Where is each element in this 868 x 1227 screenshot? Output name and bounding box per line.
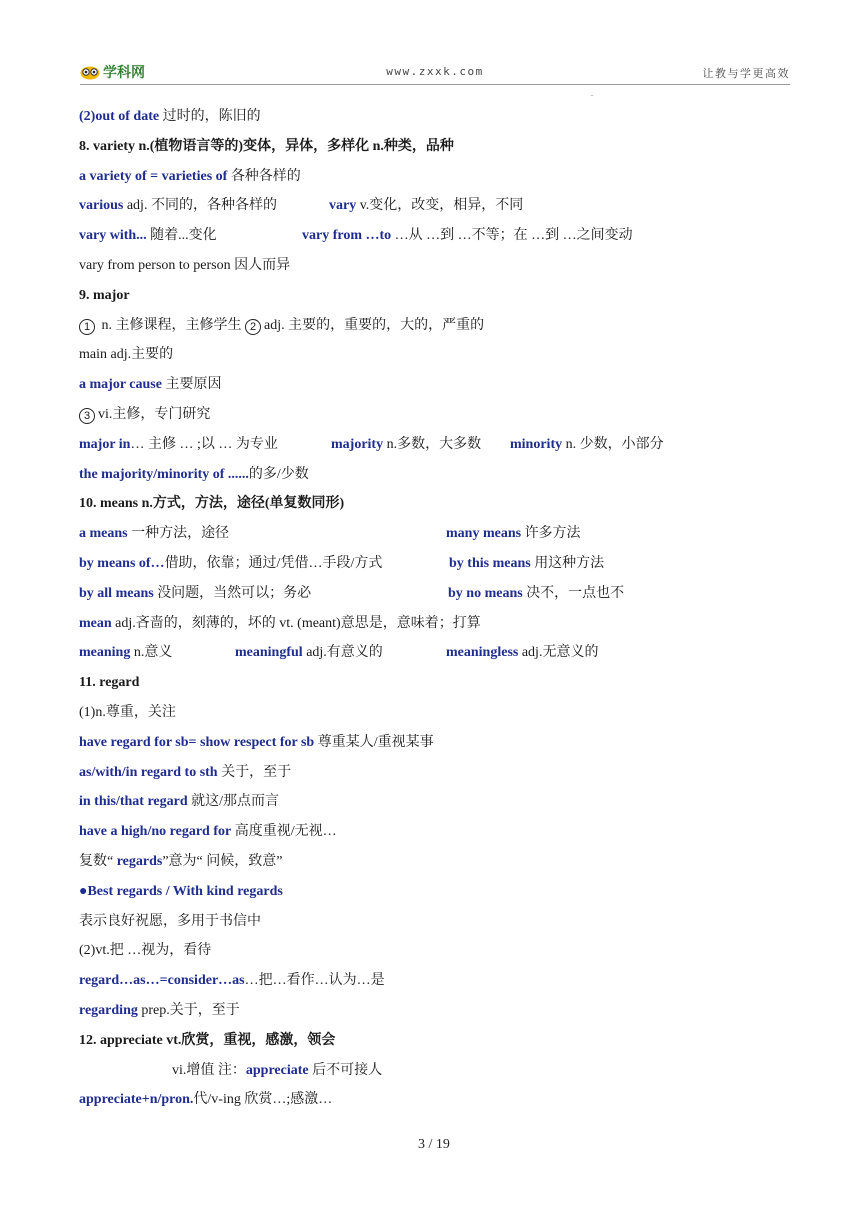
meaning: n. 主修课程，主修学生 xyxy=(98,317,245,333)
phrase: in this/that regard xyxy=(79,794,188,810)
phrase: regarding xyxy=(79,1002,138,1018)
meaning: 后不可接人 xyxy=(308,1062,383,1078)
text-line xyxy=(79,221,799,251)
text-line xyxy=(79,907,799,937)
meaning: vi.主修，专门研究 xyxy=(98,406,211,422)
meaning: 借助，依靠；通过/凭借…手段/方式 xyxy=(164,555,383,571)
section-heading xyxy=(79,1026,799,1056)
phrase: appreciate xyxy=(245,1062,309,1078)
text-line xyxy=(79,460,799,490)
section-heading xyxy=(79,132,799,162)
meaning: 许多方法 xyxy=(521,526,581,542)
text-line xyxy=(79,877,799,907)
meaning: 尊重某人/重视某事 xyxy=(314,734,434,750)
meaning: n.意义 xyxy=(130,645,173,661)
plain-text: main adj.主要的 xyxy=(79,347,174,363)
text-line xyxy=(79,787,799,817)
phrase: by no means xyxy=(448,585,523,601)
phrase: majority xyxy=(331,436,384,452)
meaning: 没问题，当然可以；务必 xyxy=(153,585,312,601)
meaning: n.多数，大多数 xyxy=(383,436,482,452)
circled-number: 2 xyxy=(245,319,261,335)
stray-dot: . xyxy=(591,89,593,98)
heading-text: 10. means n.方式，方法，途径(单复数同形) xyxy=(79,496,345,512)
phrase: minority xyxy=(510,436,563,452)
meaning: ”意为“ 问候，致意” xyxy=(162,853,283,869)
phrase: many means xyxy=(446,526,522,542)
text-line xyxy=(79,817,799,847)
phrase: vary xyxy=(329,198,357,214)
logo-text: 学科网 xyxy=(103,65,145,81)
meaning: adj.有意义的 xyxy=(302,645,383,661)
phrase: the majority/minority of ...... xyxy=(79,466,249,482)
heading-text: 11. regard xyxy=(79,675,140,691)
circled-number: 1 xyxy=(79,319,95,335)
meaning: prep.关于，至于 xyxy=(137,1002,240,1018)
section-heading xyxy=(79,489,799,519)
text-line xyxy=(79,847,799,877)
meaning: 用这种方法 xyxy=(530,555,605,571)
text-line xyxy=(79,698,799,728)
meaning: 就这/那点而言 xyxy=(187,794,280,810)
header-slogan: 让教与学更高效 xyxy=(702,67,790,80)
meaning: adj. 不同的，各种各样的 xyxy=(123,198,277,214)
phrase: regards xyxy=(116,853,163,869)
meaning: 随着...变化 xyxy=(146,228,217,244)
phrase: appreciate+n/pron. xyxy=(79,1092,194,1108)
phrase: as/with/in regard to sth xyxy=(79,764,218,780)
plain-text: (2)vt.把 …视为，看待 xyxy=(79,943,212,959)
meaning: … 主修 … ;以 … 为专业 xyxy=(130,436,278,452)
phrase: by this means xyxy=(449,555,531,571)
phrase: meaning xyxy=(79,645,131,661)
meaning: …从 …到 …不等；在 …到 …之间变动 xyxy=(391,228,633,244)
meaning: adj.吝啬的，刻薄的，坏的 vt. (meant)意思是，意味着；打算 xyxy=(111,615,481,631)
meaning: 过时的，陈旧的 xyxy=(159,109,261,124)
text-line xyxy=(79,370,799,400)
meaning: n. 少数，小部分 xyxy=(562,436,664,452)
section-heading xyxy=(79,281,799,311)
phrase: by all means xyxy=(79,585,154,601)
heading-text: 8. variety n.(植物语言等的)变体，异体，多样化 n.种类，品种 xyxy=(79,138,454,154)
phrase: a major cause xyxy=(79,377,162,393)
meaning: adj. 主要的，重要的，大的，严重的 xyxy=(264,317,485,333)
text-line xyxy=(79,549,799,579)
text-line xyxy=(79,996,799,1026)
phrase: meaningful xyxy=(235,645,303,661)
text-line xyxy=(79,102,799,132)
meaning: 决不，一点也不 xyxy=(522,585,625,601)
phrase: ●Best regards / With kind regards xyxy=(79,883,283,899)
plain-text: 表示良好祝愿，多用于书信中 xyxy=(79,913,261,929)
meaning: 主要原因 xyxy=(161,377,222,393)
phrase: mean xyxy=(79,615,112,631)
phrase: regard…as…=consider…as xyxy=(79,973,245,989)
plain-text: (1)n.尊重，关注 xyxy=(79,704,176,720)
phrase: various xyxy=(79,198,124,214)
heading-text: 9. major xyxy=(79,287,130,303)
meaning: …把…看作…认为…是 xyxy=(244,973,385,989)
meaning: adj.无意义的 xyxy=(518,645,599,661)
phrase: major in xyxy=(79,436,131,452)
meaning: 一种方法，途径 xyxy=(127,526,230,542)
meaning: 关于，至于 xyxy=(217,764,292,780)
meaning: v.变化，改变，相异，不同 xyxy=(356,198,524,214)
text-line xyxy=(79,966,799,996)
meaning: 代/v-ing 欣赏…;感激… xyxy=(193,1092,333,1108)
phrase: meaningless xyxy=(446,645,519,661)
phrase: vary from …to xyxy=(302,228,392,244)
meaning: 各种各样的 xyxy=(227,168,301,184)
phrase: have regard for sb= show respect for sb xyxy=(79,734,315,750)
text-line xyxy=(79,191,799,221)
text-line xyxy=(79,936,799,966)
text-line xyxy=(79,430,799,460)
text-line xyxy=(79,1056,799,1086)
text-line xyxy=(79,311,799,341)
plain-text: 复数“ xyxy=(79,853,117,869)
page-header xyxy=(80,62,790,85)
text-line xyxy=(79,728,799,758)
plain-text: vary from person to person 因人而异 xyxy=(79,257,291,273)
text-line xyxy=(79,400,799,430)
phrase: have a high/no regard for xyxy=(79,824,232,840)
phrase: a variety of = varieties of xyxy=(79,168,228,184)
text-line xyxy=(79,519,799,549)
text-line xyxy=(79,609,799,639)
phrase: a means xyxy=(79,526,128,542)
text-line xyxy=(79,638,799,668)
meaning: 的多/少数 xyxy=(248,466,309,482)
text-line xyxy=(79,758,799,788)
meaning: 高度重视/无视… xyxy=(231,824,337,840)
page-body xyxy=(79,102,799,1115)
text-line xyxy=(79,251,799,281)
phrase: (2)out of date xyxy=(79,109,160,124)
text-line xyxy=(79,1085,799,1115)
page-number: 3 / 19 xyxy=(418,1137,450,1152)
heading-text: 12. appreciate vt.欣赏，重视，感激，领会 xyxy=(79,1032,336,1048)
phrase: vary with... xyxy=(79,228,147,244)
meaning: vi.增值 注： xyxy=(172,1062,246,1078)
section-heading xyxy=(79,668,799,698)
text-line xyxy=(79,340,799,370)
site-url[interactable]: www.zxxk.com xyxy=(386,65,484,78)
circled-number: 3 xyxy=(79,408,95,424)
phrase: by means of… xyxy=(79,555,165,571)
text-line xyxy=(79,162,799,192)
text-line xyxy=(79,579,799,609)
